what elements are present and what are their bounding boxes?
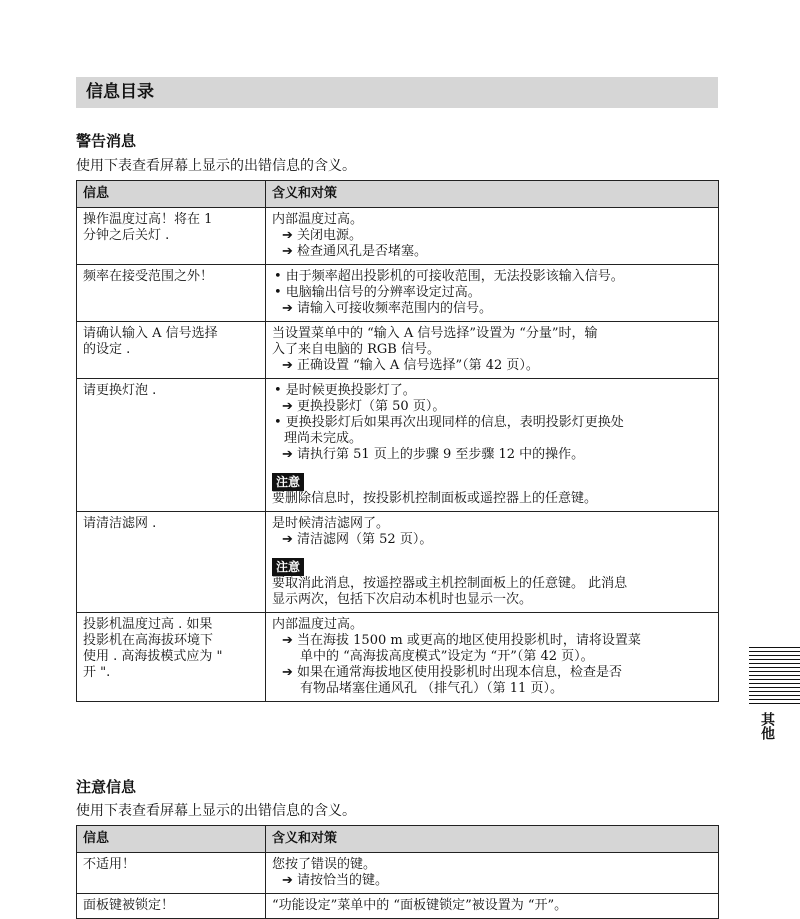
col-meaning-header: 含义和对策: [266, 181, 719, 208]
message-text: 请更换灯泡 .: [83, 383, 157, 398]
message-cell: [77, 379, 266, 512]
message-text: 分钟之后关灯 .: [83, 228, 170, 243]
col-meaning-header: 含义和对策: [266, 826, 719, 853]
remedy-text: ➔ 请输入可接收频率范围内的信号。: [282, 301, 493, 316]
section-title: 信息目录: [76, 77, 718, 108]
table-row: [77, 379, 719, 512]
meaning-text: 当设置菜单中的 “输入 A 信号选择”设置为 “分量”时，输: [272, 326, 598, 341]
warning-intro: 使用下表查看屏幕上显示的出错信息的含义。: [76, 158, 356, 174]
message-text: 操作温度过高！将在 1: [83, 212, 213, 227]
meaning-text: 要取消此消息，按遥控器或主机控制面板上的任意键。 此消息: [272, 576, 628, 591]
notice-intro: 使用下表查看屏幕上显示的出错信息的含义。: [76, 803, 356, 819]
meaning-text: • 是时候更换投影灯了。: [274, 383, 416, 398]
message-cell: [77, 322, 266, 379]
meaning-cell: [266, 512, 719, 613]
meaning-cell: [266, 208, 719, 265]
table-row: [77, 853, 719, 894]
table-row: [77, 322, 719, 379]
side-tab-label: 其他: [759, 712, 775, 740]
table-row: [77, 894, 719, 919]
side-tab-stripes: [749, 647, 800, 705]
table-row: [77, 265, 719, 322]
remedy-text: ➔ 更换投影灯（第 50 页）。: [282, 399, 446, 414]
message-text: 面板键被锁定！: [83, 898, 175, 913]
table-row: [77, 208, 719, 265]
remedy-text: ➔ 正确设置 “输入 A 信号选择”（第 42 页）。: [282, 358, 539, 373]
warning-table-header: [77, 181, 719, 208]
remedy-text: ➔ 当在海拔 1500 m 或更高的地区使用投影机时，请将设置菜: [282, 633, 641, 648]
warning-heading: 警告消息: [76, 132, 137, 150]
remedy-text: ➔ 请按恰当的键。: [282, 873, 389, 888]
remedy-text: ➔ 清洁滤网（第 52 页）。: [282, 532, 433, 547]
message-cell: [77, 265, 266, 322]
note-label: 注意: [272, 473, 304, 491]
message-text: 频率在接受范围之外！: [83, 269, 214, 284]
remedy-text: ➔ 如果在通常海拔地区使用投影机时出现本信息，检查是否: [282, 665, 623, 680]
notice-table: [76, 825, 719, 919]
message-cell: [77, 894, 266, 919]
notice-table-header: [77, 826, 719, 853]
meaning-cell: [266, 265, 719, 322]
message-text: 的设定 .: [83, 342, 131, 357]
col-message-header: 信息: [77, 826, 266, 853]
meaning-text: 入了来自电脑的 RGB 信号。: [272, 342, 440, 357]
note-label: 注意: [272, 558, 304, 576]
warning-table: [76, 180, 719, 702]
meaning-cell: [266, 379, 719, 512]
remedy-text: ➔ 检查通风孔是否堵塞。: [282, 244, 428, 259]
message-text: 使用 . 高海拔模式应为 ": [83, 649, 223, 664]
message-text: 请确认输入 A 信号选择: [83, 326, 218, 341]
message-text: 投影机温度过高 . 如果: [83, 617, 213, 632]
meaning-cell: [266, 853, 719, 894]
meaning-cell: [266, 322, 719, 379]
meaning-cell: [266, 894, 719, 919]
table-row: [77, 512, 719, 613]
meaning-text: 内部温度过高。: [272, 212, 364, 227]
table-row: [77, 613, 719, 702]
meaning-text: • 电脑输出信号的分辨率设定过高。: [274, 285, 481, 300]
remedy-text: 单中的 “高海拔高度模式”设定为 “开”（第 42 页）。: [300, 649, 594, 664]
warning-table-body: [77, 208, 719, 702]
meaning-text: 您按了错误的键。: [272, 857, 377, 872]
remedy-text: ➔ 请执行第 51 页上的步骤 9 至步骤 12 中的操作。: [282, 447, 585, 462]
col-message-header: 信息: [77, 181, 266, 208]
message-text: 投影机在高海拔环境下: [83, 633, 214, 648]
meaning-text: • 由于频率超出投影机的可接收范围，无法投影该输入信号。: [274, 269, 624, 284]
message-cell: [77, 512, 266, 613]
remedy-text: 有物品堵塞住通风孔 （排气孔）（第 11 页）。: [300, 681, 563, 696]
meaning-text: 理尚未完成。: [284, 431, 363, 446]
message-text: 不适用！: [83, 857, 136, 872]
meaning-text: 内部温度过高。: [272, 617, 364, 632]
meaning-text: 是时候清洁滤网了。: [272, 516, 390, 531]
notice-table-body: [77, 853, 719, 919]
message-cell: [77, 613, 266, 702]
message-cell: [77, 208, 266, 265]
message-cell: [77, 853, 266, 894]
remedy-text: ➔ 关闭电源。: [282, 228, 363, 243]
message-text: 开 ".: [83, 665, 111, 680]
meaning-text: 显示两次，包括下次启动本机时也显示一次。: [272, 592, 533, 607]
message-text: 请清洁滤网 .: [83, 516, 157, 531]
meaning-text: 要删除信息时，按投影机控制面板或遥控器上的任意键。: [272, 491, 598, 506]
meaning-text: “功能设定”菜单中的 “面板键锁定”被设置为 “开”。: [272, 898, 568, 913]
meaning-text: • 更换投影灯后如果再次出现同样的信息，表明投影灯更换处: [274, 415, 624, 430]
notice-heading: 注意信息: [76, 778, 137, 796]
meaning-cell: [266, 613, 719, 702]
